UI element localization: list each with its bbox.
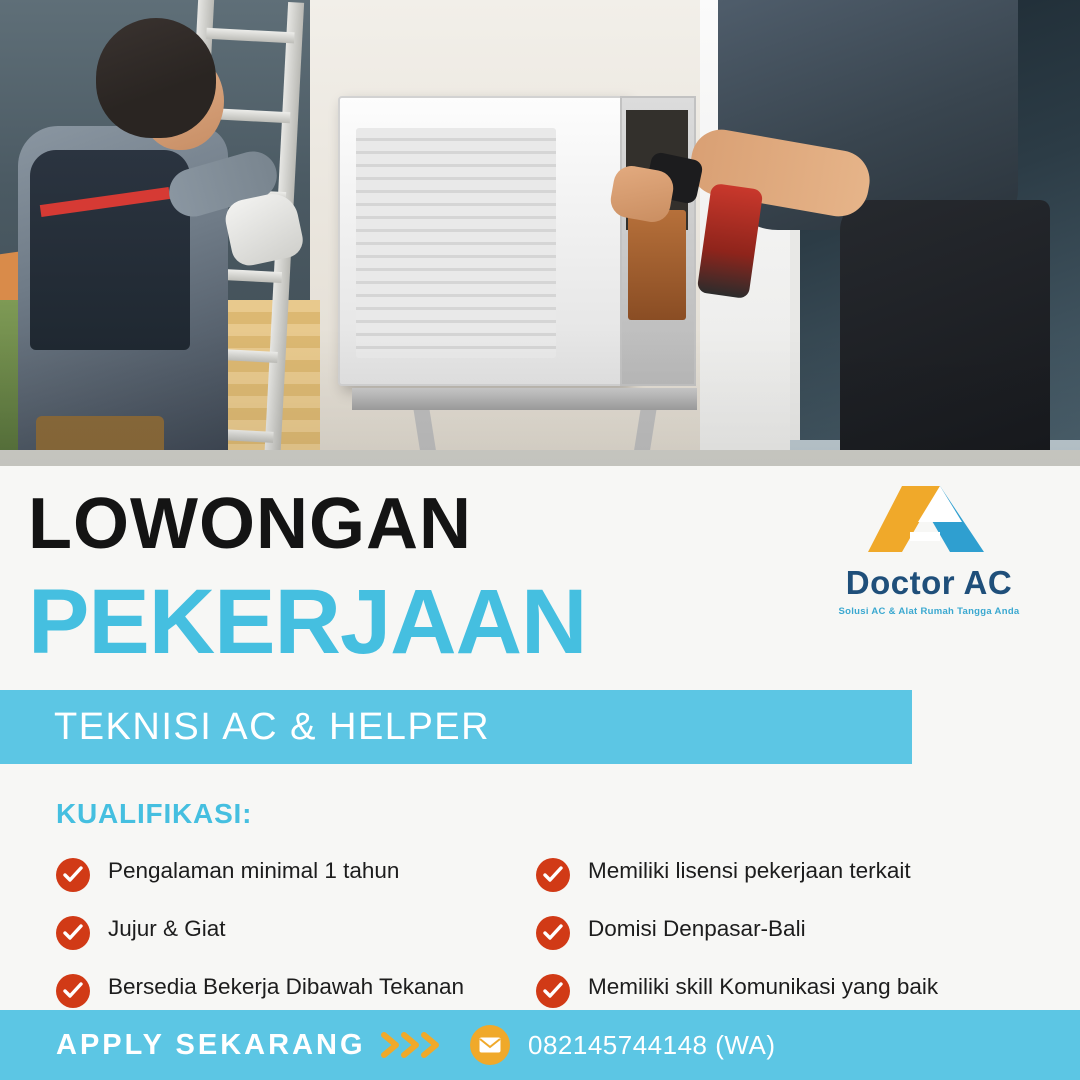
ac-copper-piping bbox=[628, 210, 686, 320]
apply-label: APPLY SEKARANG bbox=[56, 1028, 366, 1061]
list-item bbox=[536, 856, 1006, 892]
apply-cta[interactable] bbox=[0, 1029, 470, 1062]
headline-line-1: LOWONGAN bbox=[28, 484, 472, 564]
qualification-text: Memiliki lisensi pekerjaan terkait bbox=[588, 858, 911, 883]
check-icon bbox=[536, 858, 570, 892]
check-icon bbox=[56, 858, 90, 892]
qualification-text: Bersedia Bekerja Dibawah Tekanan bbox=[108, 974, 465, 999]
footer-bar bbox=[0, 1010, 1080, 1080]
logo-tagline: Solusi AC & Alat Rumah Tangga Anda bbox=[838, 606, 1020, 617]
ac-wall-bracket bbox=[352, 388, 697, 410]
qualifications-column-left bbox=[56, 856, 526, 1030]
logo-mark-icon bbox=[814, 480, 1044, 558]
headline-line-2: PEKERJAAN bbox=[28, 571, 587, 673]
qualifications-column-right bbox=[536, 856, 1006, 1030]
technician-left-head bbox=[96, 18, 216, 138]
list-item bbox=[56, 972, 526, 1008]
headline-block bbox=[0, 466, 1080, 690]
check-icon bbox=[536, 974, 570, 1008]
logo-wordmark: Doctor AC bbox=[845, 564, 1013, 601]
check-icon bbox=[56, 974, 90, 1008]
qualification-text: Jujur & Giat bbox=[108, 916, 226, 941]
list-item bbox=[536, 914, 1006, 950]
brand-logo bbox=[814, 480, 1044, 617]
contact-phone: 082145744148 (WA) bbox=[528, 1029, 776, 1060]
contact-block[interactable] bbox=[470, 1025, 775, 1065]
list-item bbox=[536, 972, 1006, 1008]
envelope-icon bbox=[470, 1025, 510, 1065]
list-item bbox=[56, 914, 526, 950]
list-item bbox=[56, 856, 526, 892]
qualifications-heading: KUALIFIKASI: bbox=[56, 798, 253, 829]
ac-outdoor-unit bbox=[338, 96, 628, 386]
position-bar bbox=[0, 690, 912, 764]
check-icon bbox=[56, 916, 90, 950]
hero-photo bbox=[0, 0, 1080, 466]
chevron-right-icon bbox=[380, 1030, 446, 1060]
check-icon bbox=[536, 916, 570, 950]
qualifications-section bbox=[0, 764, 1080, 1030]
position-title: TEKNISI AC & HELPER bbox=[54, 705, 491, 748]
qualification-text: Memiliki skill Komunikasi yang baik bbox=[588, 974, 939, 999]
qualification-text: Pengalaman minimal 1 tahun bbox=[108, 858, 400, 883]
qualification-text: Domisi Denpasar-Bali bbox=[588, 916, 806, 941]
